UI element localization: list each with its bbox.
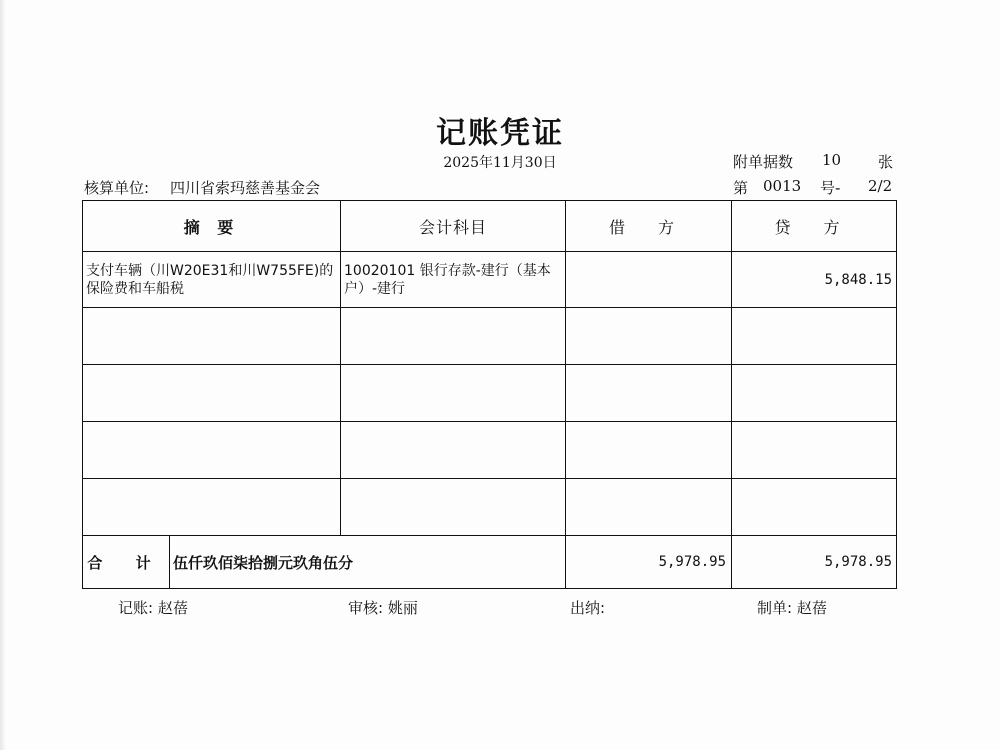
header-summary: 摘 要	[183, 217, 240, 237]
header-account: 会计科目	[418, 217, 487, 237]
header-debit: 借 方	[608, 217, 689, 237]
total-label: 合 计	[87, 553, 165, 572]
col-divider-total-label	[169, 536, 170, 588]
cashier-signature	[570, 597, 605, 618]
attachments-count: 10	[822, 151, 842, 169]
row-1-account: 10020101 银行存款-建行（基本户）-建行	[344, 263, 551, 297]
reviewer-signature	[348, 597, 418, 618]
total-credit: 5,978.95	[824, 554, 892, 570]
reviewer-name: 姚丽	[387, 599, 418, 617]
bookkeeper-signature	[118, 597, 188, 618]
unit-label: 核算单位:	[84, 179, 150, 197]
col-divider-account	[565, 201, 566, 588]
preparer-label: 制单:	[757, 599, 793, 617]
total-amount-in-words: 伍仟玖佰柒拾捌元玖角伍分	[173, 553, 354, 572]
bookkeeper-name: 赵蓓	[157, 599, 188, 617]
row-divider-1	[83, 307, 896, 308]
col-divider-debit	[731, 201, 732, 588]
header-divider	[83, 251, 896, 252]
preparer-name: 赵蓓	[796, 599, 827, 617]
voucher-title: 记账凭证	[436, 116, 564, 151]
row-1-summary: 支付车辆（川W20E31和川W755FE)的保险费和车船税	[86, 263, 334, 297]
voucher-number-label: 第	[733, 179, 749, 197]
unit-name: 四川省索玛慈善基金会	[170, 179, 321, 197]
bookkeeper-label: 记账:	[118, 599, 154, 617]
row-divider-3	[83, 421, 896, 422]
voucher-number: 0013	[763, 177, 802, 195]
voucher-date: 2025年11月30日	[443, 155, 557, 171]
row-divider-4	[83, 478, 896, 479]
row-1-credit: 5,848.15	[824, 272, 892, 288]
cashier-label: 出纳:	[570, 599, 606, 617]
voucher-table	[82, 200, 897, 589]
row-divider-2	[83, 364, 896, 365]
header-credit: 贷 方	[774, 217, 854, 237]
attachments-unit: 张	[878, 153, 894, 171]
preparer-signature	[757, 597, 827, 618]
voucher-page-number: 2/2	[868, 177, 893, 195]
reviewer-label: 审核:	[348, 599, 384, 617]
total-debit: 5,978.95	[658, 554, 726, 570]
attachments-label: 附单据数	[733, 153, 794, 171]
voucher-number-suffix: 号-	[820, 179, 841, 197]
